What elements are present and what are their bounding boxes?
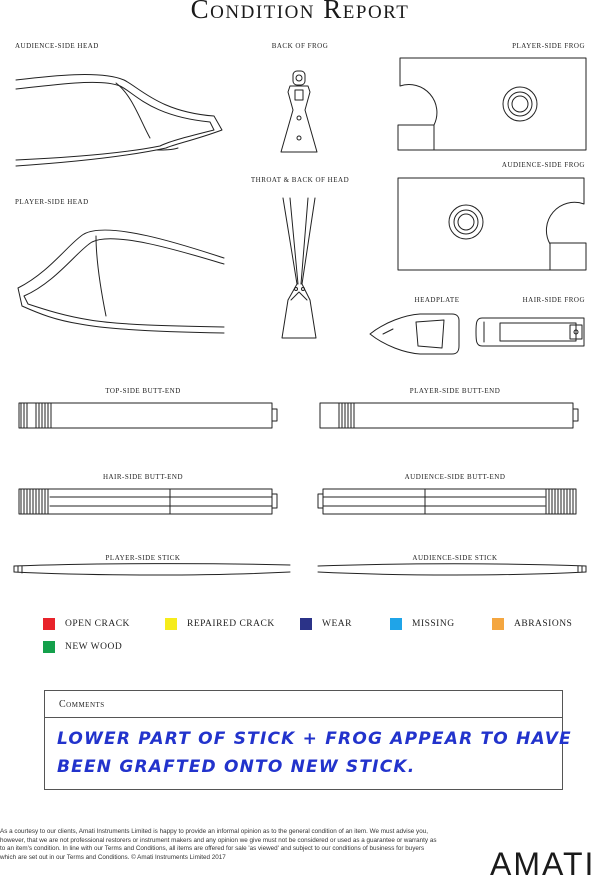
audience-side-head-drawing [16,75,222,166]
legend-swatch-missing [390,618,402,630]
page-title: Condition Report [190,0,410,24]
throat-back-of-head-drawing [282,198,316,338]
amati-logo: AMATI [490,846,596,882]
label-back-of-frog: BACK OF FROG [271,42,329,50]
legend-item [43,617,130,631]
legend-label: REPAIRED CRACK [187,619,275,629]
label-player-side-frog: PLAYER-SIDE FROG [512,42,585,50]
back-of-frog-drawing [281,71,317,152]
audience-side-stick-drawing [318,564,586,575]
legend-label: OPEN CRACK [65,619,130,629]
legend-label: WEAR [322,619,352,629]
label-hair-side-butt-end: HAIR-SIDE BUTT-END [102,473,184,481]
comment-line-2: BEEN GRAFTED ONTO NEW STICK. [57,757,416,777]
legend-item [300,617,352,631]
player-side-head-drawing [18,230,224,333]
hair-side-butt-end-drawing [19,489,277,514]
legend-label: NEW WOOD [65,642,123,652]
comment-line-1: LOWER PART OF STICK + FROG APPEAR TO HAVE [57,729,572,749]
player-side-frog-drawing [398,58,586,150]
hair-side-frog-drawing [476,318,584,346]
legend-swatch-new-wood [43,641,55,653]
legend-item [390,617,455,631]
comments-heading: Comments [45,691,562,718]
label-hair-side-frog: HAIR-SIDE FROG [522,296,585,304]
label-player-side-butt-end: PLAYER-SIDE BUTT-END [409,387,501,395]
headplate-drawing [370,314,459,354]
legend-item [165,617,275,631]
comments-box [44,690,572,790]
player-side-butt-end-drawing [320,403,578,428]
player-side-stick-drawing [14,564,290,575]
label-audience-side-butt-end: AUDIENCE-SIDE BUTT-END [404,473,506,481]
audience-side-frog-drawing [398,178,586,270]
label-audience-side-frog: AUDIENCE-SIDE FROG [501,161,585,169]
label-audience-side-head: AUDIENCE-SIDE HEAD [15,42,99,50]
label-headplate: HEADPLATE [414,296,460,304]
legend-label: MISSING [412,619,455,629]
label-player-side-head: PLAYER-SIDE HEAD [15,198,89,206]
label-player-side-stick: PLAYER-SIDE STICK [105,554,181,562]
label-audience-side-stick: AUDIENCE-SIDE STICK [412,554,498,562]
legend-swatch-wear [300,618,312,630]
label-throat-back-of-head: THROAT & BACK OF HEAD [250,176,350,184]
audience-side-butt-end-drawing [318,489,576,514]
legend-swatch-open-crack [43,618,55,630]
legend-item [492,617,572,631]
legend-item [43,640,122,654]
legend-swatch-repaired-crack [165,618,177,630]
disclaimer-text: As a courtesy to our clients, Amati Instruments Limited is happy to provide an informal opinion as to the general condition of an item. We must advise you, however, that we are not professional restorers or instrument makers and any opinion we give must not be considered or used as a guarantee or warranty as to an item's condition. In line with our Terms and Conditions, all items are offered for sale 'as viewed' and subject to our conditions of business for buyers which are set out in our Terms and Conditions. © Amati Instruments Limited 2017 [0,828,437,861]
legend-label: ABRASIONS [514,619,573,629]
label-top-side-butt-end: TOP-SIDE BUTT-END [105,387,181,395]
top-side-butt-end-drawing [19,403,277,428]
legend-swatch-abrasions [492,618,504,630]
